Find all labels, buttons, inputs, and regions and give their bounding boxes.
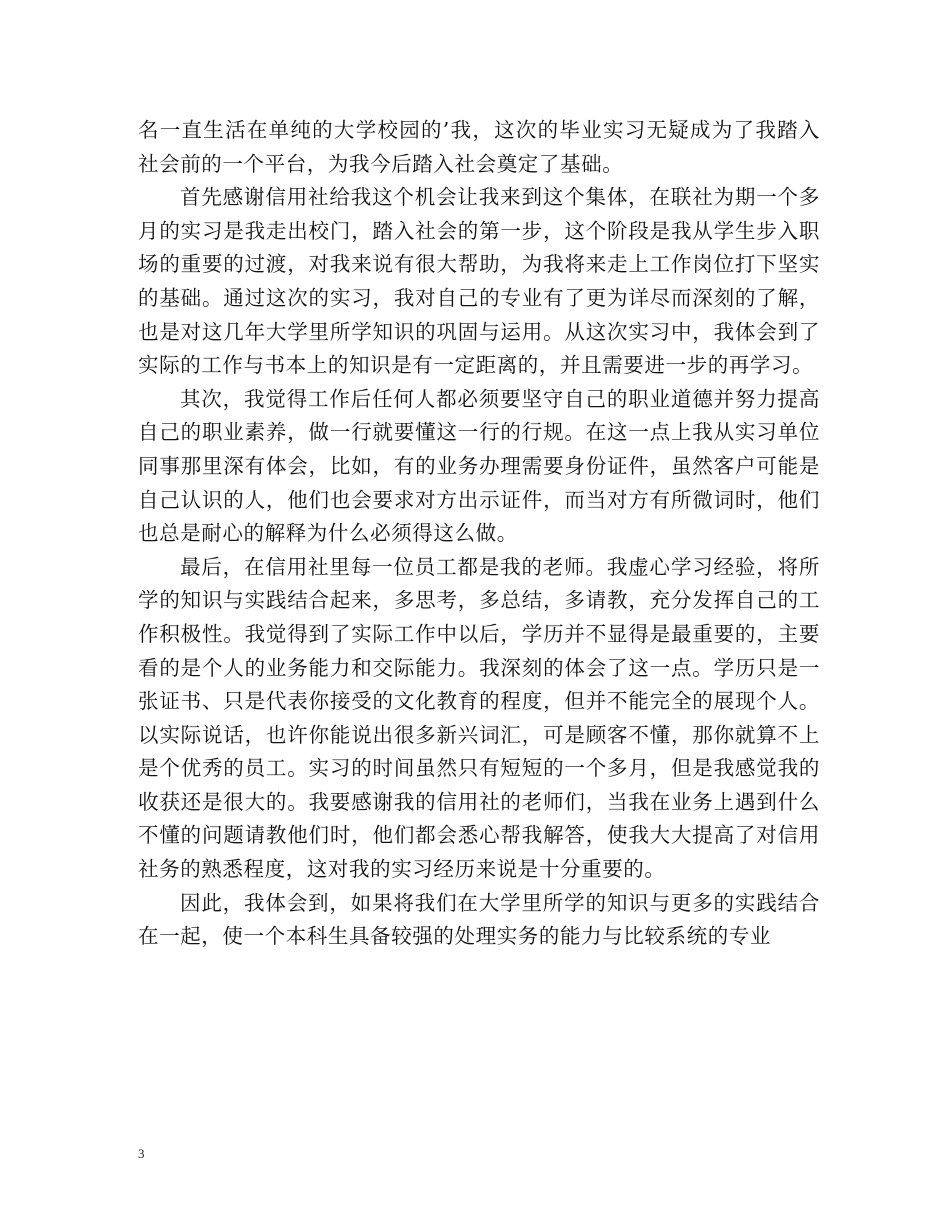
paragraph-conclusion: 因此，我体会到，如果将我们在大学里所学的知识与更多的实践结合在一起，使一个本科生具备较强的处理实务的能力与比较系统的专业	[138, 890, 820, 949]
paragraph-professional-ethics: 其次，我觉得工作后任何人都必须要坚守自己的职业道德并努力提高自己的职业素养，做一行就要懂这一行的行规。在这一点上我从实习单位同事那里深有体会，比如，有的业务办理需要身份证件，虽然客户可能是自己认识的人，他们也会要求对方出示证件，而当对方有所微词时，他们也总是耐心的解释为什么必须得这么做。	[138, 386, 820, 546]
paragraph-continuation: 名一直生活在单纯的大学校园的’我，这次的毕业实习无疑成为了我踏入社会前的一个平台，为我今后踏入社会奠定了基础。	[138, 118, 820, 176]
paragraph-thanks: 首先感谢信用社给我这个机会让我来到这个集体，在联社为期一个多月的实习是我走出校门，踏入社会的第一步，这个阶段是我从学生步入职场的重要的过渡，对我来说有很大帮助，为我将来走上工作岗位打下坚实的基础。通过这次的实习，我对自己的专业有了更为详尽而深刻的了解，也是对这几年大学里所学知识的巩固与运用。从这次实习中，我体会到了实际的工作与书本上的知识是有一定距离的，并且需要进一步的再学习。	[138, 185, 820, 378]
paragraph-colleagues-as-teachers: 最后，在信用社里每一位员工都是我的老师。我虚心学习经验，将所学的知识与实践结合起来，多思考，多总结，多请教，充分发挥自己的工作积极性。我觉得到了实际工作中以后，学历并不显得是最重要的，主要看的是个人的业务能力和交际能力。我深刻的体会了这一点。学历只是一张证书、只是代表你接受的文化教育的程度，但并不能完全的展现个人。以实际说话，也许你能说出很多新兴词汇，可是顾客不懂，那你就算不上是个优秀的员工。实习的时间虽然只有短短的一个多月，但是我感觉我的收获还是很大的。我要感谢我的信用社的老师们，当我在业务上遇到什么不懂的问题请教他们时，他们都会悉心帮我解答，使我大大提高了对信用社务的熟悉程度，这对我的实习经历来说是十分重要的。	[138, 554, 820, 882]
page-number: 3	[138, 1146, 145, 1161]
body-text	[138, 114, 820, 954]
